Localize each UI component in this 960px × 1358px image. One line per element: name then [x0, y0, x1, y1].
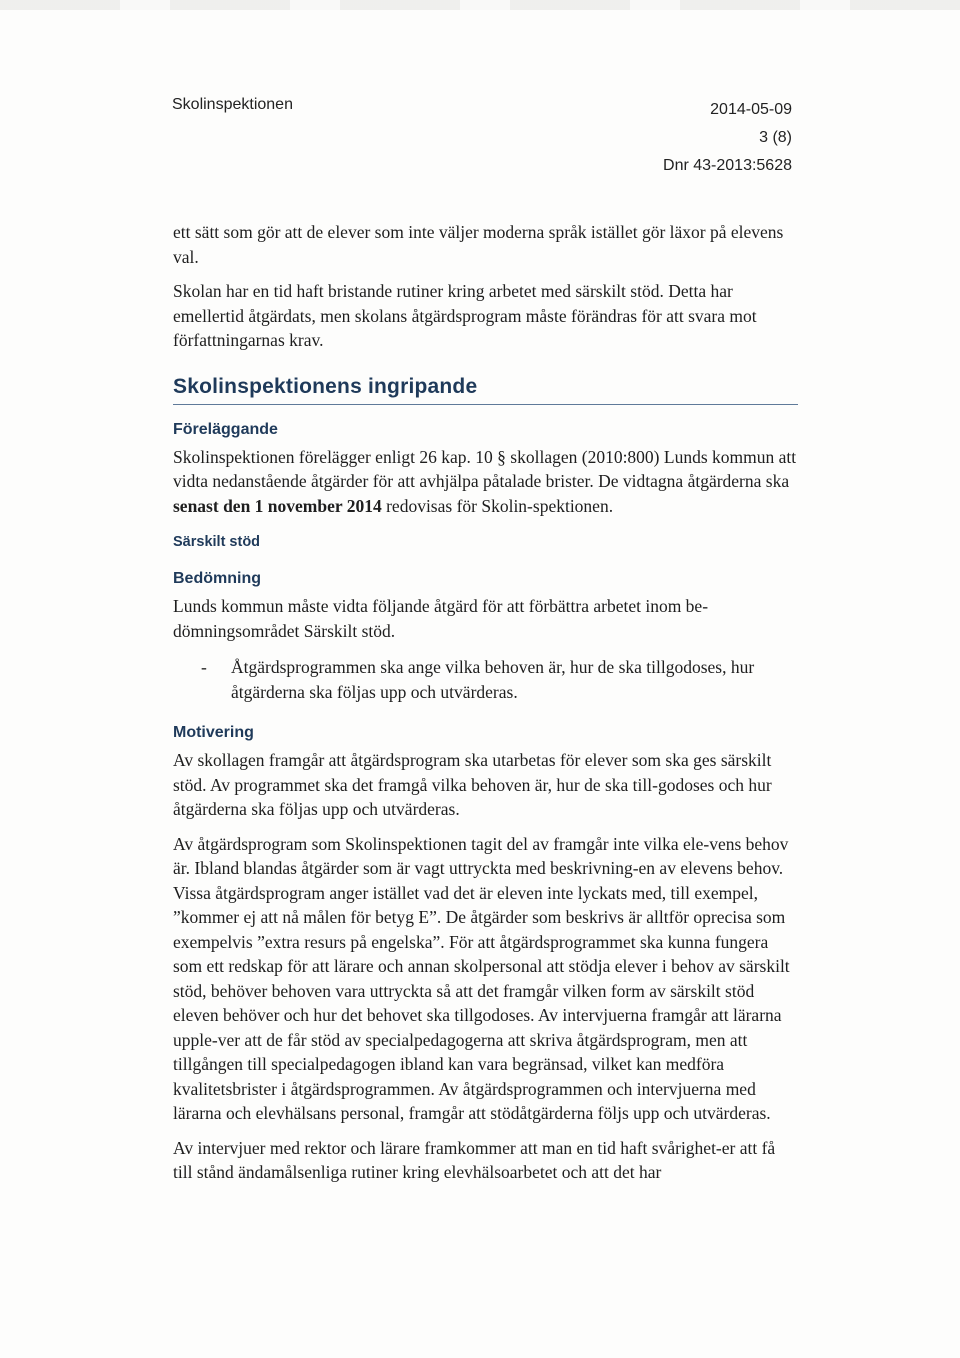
motivering-paragraph-1: Av skollagen framgår att åtgärdsprogram ska utarbetas för elever som ska ges särskilt stöd. Av programmet ska det framgå vilka behoven är, hur de ska till-godoses och hur åtgärderna ska följas upp och utvärderas.: [173, 750, 772, 819]
intro-paragraph-1: ett sätt som gör att de elever som inte väljer moderna språk istället gör läxor på elevens val.: [173, 222, 784, 267]
forelaggande-text-after: redovisas för Skolin-spektionen.: [381, 495, 614, 516]
forelaggande-deadline: senast den 1 november 2014: [173, 495, 382, 516]
sarskilt-stod-heading: Särskilt stöd: [173, 534, 261, 550]
forelaggande-paragraph: [173, 445, 798, 519]
motivering-paragraph-3: Av intervjuer med rektor och lärare framkommer att man en tid haft svårighet-er att få till stånd ändamålsenliga rutiner kring elevhälsoarbetet och att det har: [173, 1137, 776, 1182]
bullet-text: Åtgärdsprogrammen ska ange vilka behoven är, hur de ska tillgodoses, hur åtgärderna ska följas upp och utvärderas.: [231, 657, 755, 702]
header-dnr: Dnr 43-2013:5628: [663, 157, 792, 174]
header-date: 2014-05-09: [710, 101, 792, 118]
header-page-number: 3 (8): [759, 129, 792, 146]
section-title: Skolinspektionens ingripande: [173, 375, 798, 405]
scan-edge: [0, 0, 960, 10]
motivering-heading: Motivering: [173, 724, 254, 741]
document-body: [173, 220, 798, 1185]
forelaggande-heading: Föreläggande: [173, 420, 278, 438]
bedomning-paragraph: Lunds kommun måste vidta följande åtgärd för att förbättra arbetet inom be-dömningsområdet Särskilt stöd.: [173, 596, 709, 641]
bullet-marker: -: [201, 657, 207, 677]
intro-paragraph-2: Skolan har en tid haft bristande rutiner kring arbetet med särskilt stöd. Detta har emellertid åtgärdats, men skolans åtgärdsprogram måste förändras för att svara mot författningarnas krav.: [173, 281, 757, 350]
motivering-paragraph-2: Av åtgärdsprogram som Skolinspektionen tagit del av framgår inte vilka ele-vens behov är. Ibland blandas åtgärder som är vagt uttryckta med beskrivning-en av elevens behov. Vissa åtgärdsprogram anger istället vad det är eleven inte lyckats med, till exempel, ”kommer ej att nå målen för betyg E”. De åtgärder som beskrivs är alltför oprecisa som exempelvis ”extra resurs på engelska”. För att åtgärdsprogrammet ska kunna fungera som ett redskap för att lärare och annan skolpersonal att stödja elever i behov av särskilt stöd, behöver behoven vara uttryckta så att det framgår vilken form av särskilt stöd eleven behöver och hur det behovet ska tillgodoses. Av intervjuerna framgår att lärarna upple-ver att de får stöd av specialpedagogerna att skriva åtgärdsprogram, men att tillgången till specialpedagogen ibland kan vara begränsad, vilket kan medföra kvalitetsbrister i åtgärdsprogrammen. Av åtgärdsprogrammen och intervjuerna med lärarna och elevhälsans personal, framgår att stödåtgärderna följs upp och utvärderas.: [173, 833, 790, 1123]
forelaggande-text-before: Skolinspektionen förelägger enligt 26 kap. 10 § skollagen (2010:800) Lunds kommun att vidta nedanstående åtgärder för att avhjälpa påtalade brister. De vidtagna åtgärderna ska: [173, 446, 797, 491]
bedomning-heading: Bedömning: [173, 570, 261, 587]
header-meta: [663, 96, 792, 180]
bullet-item: [173, 655, 798, 704]
header-organization: Skolinspektionen: [172, 96, 293, 113]
